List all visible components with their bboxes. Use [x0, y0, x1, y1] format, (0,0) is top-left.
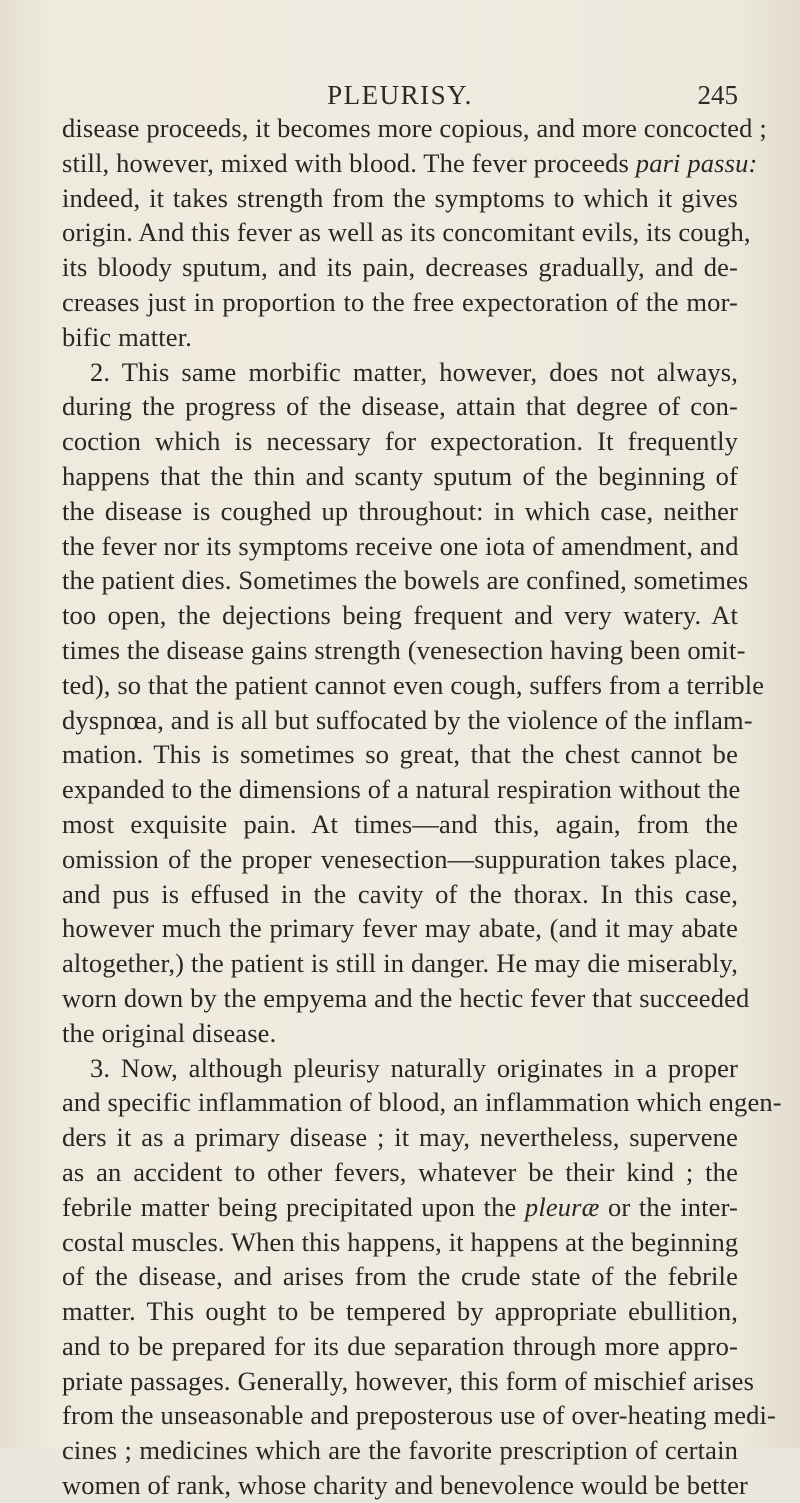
text-line: omission of the proper venesection—suppuration takes place, [62, 843, 738, 874]
text-line: mation. This is sometimes so great, that the chest cannot be [62, 739, 738, 770]
text-line: ted), so that the patient cannot even cough, suffers from a terrible [62, 669, 765, 700]
text-line: women of rank, whose charity and benevolence would be better [62, 1470, 748, 1501]
text-line: and specific inflammation of blood, an inflammation which engen- [62, 1087, 782, 1118]
text-segment: febrile matter being precipitated upon the [62, 1191, 525, 1222]
text-line: of the disease, and arises from the crude state of the febrile [62, 1261, 738, 1292]
text-line: priate passages. Generally, however, this form of mischief arises [62, 1365, 755, 1396]
text-line: most exquisite pain. At times—and this, again, from the [62, 808, 738, 839]
text-line: costal muscles. When this happens, it happens at the beginning [62, 1226, 739, 1257]
text-line: expanded to the dimensions of a natural respiration without the [62, 774, 741, 805]
text-line: bific matter. [62, 321, 192, 352]
text-line: 3. Now, although pleurisy naturally originates in a proper [90, 1052, 738, 1083]
text-line: cines ; medicines which are the favorite prescription of certain [62, 1435, 738, 1466]
text-line: and to be prepared for its due separation through more appro- [62, 1330, 738, 1361]
page-number: 245 [697, 80, 738, 110]
text-line: times the disease gains strength (venesection having been omit- [62, 634, 746, 665]
text-line: from the unseasonable and preposterous use of over-heating medi- [62, 1400, 777, 1431]
body-text [62, 111, 782, 1503]
text-line: worn down by the empyema and the hectic fever that succeeded [62, 982, 750, 1013]
text-line: happens that the thin and scanty sputum of the beginning of [62, 460, 738, 491]
text-line: coction which is necessary for expectoration. It frequently [62, 426, 738, 457]
text-line [62, 146, 758, 181]
text-line: too open, the dejections being frequent and very watery. At [62, 600, 738, 631]
text-line: creases just in proportion to the free expectoration of the mor- [62, 286, 738, 317]
text-segment: still, however, mixed with blood. The fever proceeds [62, 147, 636, 178]
text-line: the original disease. [62, 1017, 277, 1048]
text-line: altogether,) the patient is still in danger. He may die miserably, [62, 948, 738, 979]
text-line: the patient dies. Sometimes the bowels are confined, sometimes [62, 565, 749, 596]
text-line: its bloody sputum, and its pain, decreases gradually, and de- [62, 252, 738, 283]
text-segment: or the inter- [599, 1191, 738, 1222]
text-line: matter. This ought to be tempered by appropriate ebullition, [62, 1296, 738, 1327]
text-line: and pus is effused in the cavity of the thorax. In this case, [62, 878, 738, 909]
running-head [0, 80, 800, 114]
text-line: the disease is coughed up throughout: in which case, neither [62, 495, 738, 526]
text-line: disease proceeds, it becomes more copious, and more concocted ; [62, 113, 767, 143]
text-line [62, 1190, 738, 1225]
text-line: ders it as a primary disease ; it may, nevertheless, supervene [62, 1122, 738, 1153]
text-line: dyspnœa, and is all but suffocated by the violence of the inflam- [62, 704, 753, 735]
text-line: as an accident to other fevers, whatever be their kind ; the [62, 1156, 738, 1187]
text-line: origin. And this fever as well as its concomitant evils, its cough, [62, 217, 751, 248]
italic-phrase: pari passu: [635, 147, 758, 178]
text-line: however much the primary fever may abate, (and it may abate [62, 913, 738, 944]
text-line: 2. This same morbific matter, however, does not always, [90, 356, 738, 387]
italic-phrase: pleuræ [524, 1191, 600, 1222]
text-line: indeed, it takes strength from the symptoms to which it gives [62, 182, 738, 213]
text-line: during the progress of the disease, attain that degree of con- [62, 391, 738, 422]
page-title: PLEURISY. [327, 80, 473, 110]
text-line: the fever nor its symptoms receive one iota of amendment, and [62, 530, 739, 561]
